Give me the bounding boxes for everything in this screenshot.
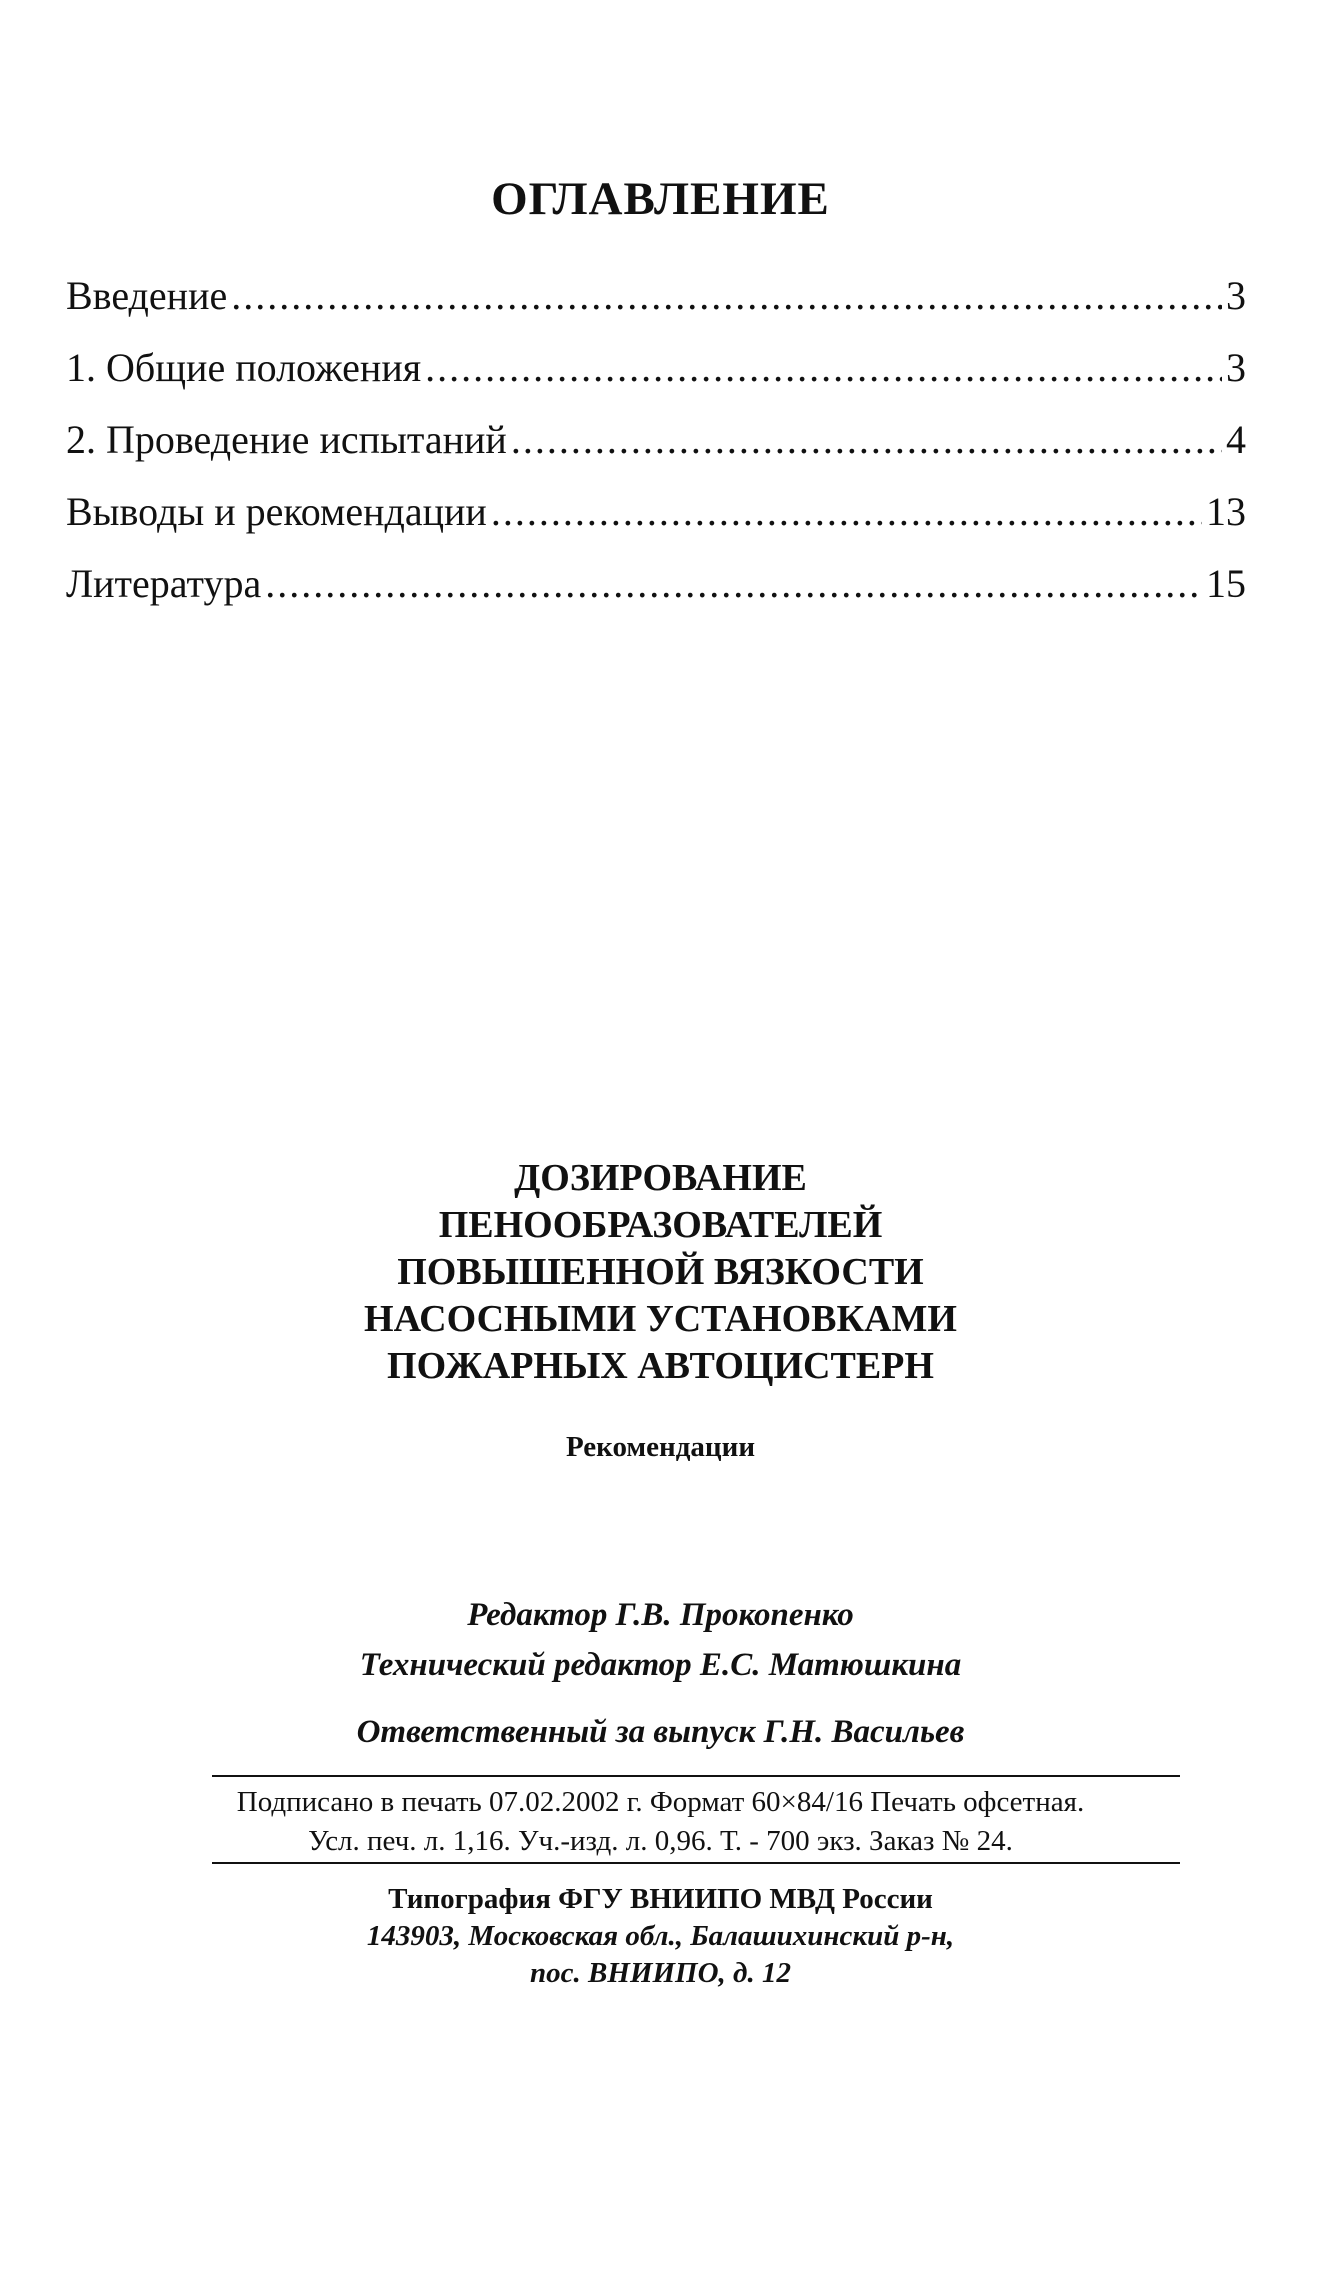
book-subtitle: Рекомендации	[565, 1431, 756, 1463]
book-title-line: ПОВЫШЕННОЙ ВЯЗКОСТИ	[397, 1251, 924, 1293]
toc-leader-dots	[491, 488, 1202, 535]
imprint-block	[0, 1783, 1321, 1861]
toc-entry-page: 13	[1206, 489, 1246, 534]
editor-credit: Редактор Г.В. Прокопенко	[467, 1597, 854, 1633]
book-title-line: НАСОСНЫМИ УСТАНОВКАМИ	[364, 1298, 957, 1340]
spacer	[0, 1690, 1321, 1707]
book-title	[0, 1155, 1321, 1390]
table-of-contents	[66, 272, 1246, 632]
divider-bottom	[212, 1862, 1180, 1864]
book-title-line: ПОЖАРНЫХ АВТОЦИСТЕРН	[387, 1345, 934, 1387]
printer-address: пос. ВНИИПО, д. 12	[530, 1957, 791, 1989]
toc-entry-literature[interactable]	[66, 560, 1246, 632]
toc-entry-general-provisions[interactable]	[66, 344, 1246, 416]
toc-entry-label: 2. Проведение испытаний	[66, 417, 507, 462]
toc-entry-page: 3	[1226, 345, 1246, 390]
toc-entry-label: Выводы и рекомендации	[66, 489, 487, 534]
toc-entry-page: 3	[1226, 273, 1246, 318]
toc-entry-label: Введение	[66, 273, 228, 318]
printer-block	[0, 1881, 1321, 1992]
divider-top	[212, 1775, 1180, 1777]
responsible-credit: Ответственный за выпуск Г.Н. Васильев	[356, 1714, 965, 1750]
toc-entry-introduction[interactable]	[66, 272, 1246, 344]
toc-leader-dots	[511, 416, 1222, 463]
toc-entry-testing[interactable]	[66, 416, 1246, 488]
tech-editor-credit: Технический редактор Е.С. Матюшкина	[359, 1647, 962, 1683]
toc-entry-page: 4	[1226, 417, 1246, 462]
printer-address: 143903, Московская обл., Балашихинский р-н,	[366, 1920, 955, 1952]
book-title-line: ДОЗИРОВАНИЕ	[514, 1157, 807, 1199]
toc-entry-conclusions[interactable]	[66, 488, 1246, 560]
toc-entry-label: 1. Общие положения	[66, 345, 422, 390]
toc-entry-page: 15	[1206, 561, 1246, 606]
toc-leader-dots	[425, 344, 1222, 391]
toc-leader-dots	[265, 560, 1202, 607]
book-title-line: ПЕНООБРАЗОВАТЕЛЕЙ	[438, 1204, 883, 1246]
imprint-line: Усл. печ. л. 1,16. Уч.-изд. л. 0,96. Т. - 700 экз. Заказ № 24.	[308, 1825, 1013, 1857]
printer-name: Типография ФГУ ВНИИПО МВД России	[388, 1883, 933, 1915]
toc-leader-dots	[231, 272, 1222, 319]
imprint-line: Подписано в печать 07.02.2002 г. Формат 60×84/16 Печать офсетная.	[236, 1786, 1085, 1818]
toc-entry-label: Литература	[66, 561, 262, 606]
toc-title: ОГЛАВЛЕНИЕ	[491, 173, 830, 225]
credits-block	[0, 1590, 1321, 1757]
